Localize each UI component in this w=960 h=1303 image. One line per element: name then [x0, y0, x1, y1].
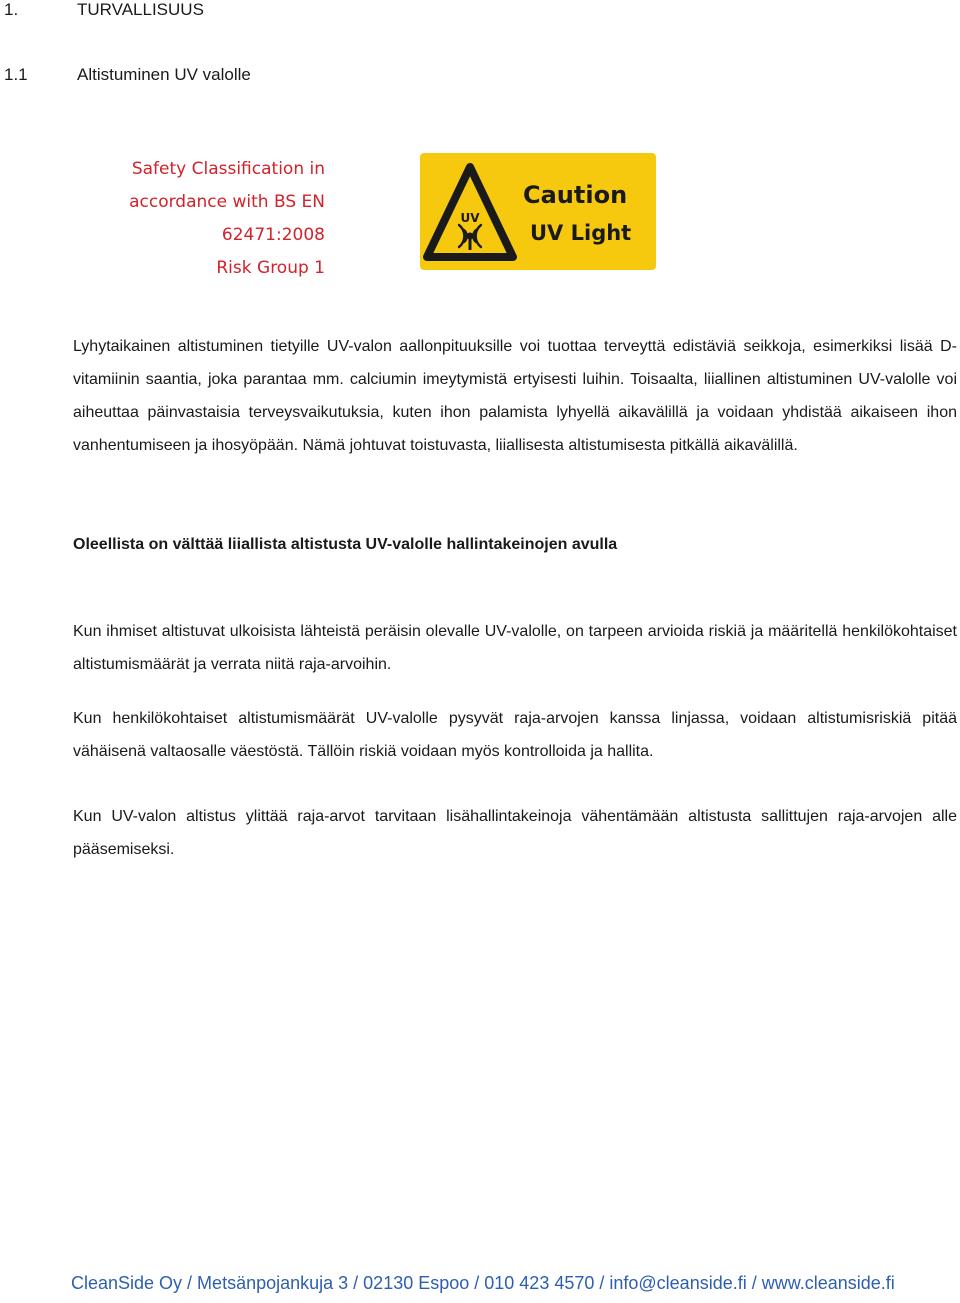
- footer-contact: CleanSide Oy / Metsänpojankuja 3 / 02130 Espoo / 010 423 4570 / info@cleanside.fi / www.cleanside.fi: [71, 1273, 895, 1293]
- caution-label: Caution: [523, 181, 628, 209]
- uv-warning-triangle-icon: [420, 153, 656, 270]
- safety-line-3: 62471:2008: [221, 225, 325, 245]
- subsection-number: 1.1: [4, 65, 28, 84]
- paragraph-key-statement: Oleellista on välttää liiallista altistusta UV-valolle hallintakeinojen avulla: [73, 536, 618, 553]
- section-number: 1.: [4, 0, 19, 19]
- safety-classification: [80, 153, 325, 285]
- uv-label: UV: [460, 211, 480, 225]
- safety-line-4: Risk Group 1: [216, 258, 325, 278]
- section-heading: [4, 0, 404, 22]
- safety-line-2: accordance with BS EN: [129, 192, 325, 212]
- paragraph-health-effects: Lyhytaikainen altistuminen tietyille UV-valon aallonpituuksille voi tuottaa terveyttä edistäviä seikkoja, esimerkiksi lisää D-vitamiinin saantia, joka parantaa mm. calciumin imeytymistä ertyisesti luihin. Toisaalta, liiallinen altistuminen UV-valolle voi aiheuttaa päinvastaisia terveysvaikutuksia, kuten ihon palamista lyhyellä aikavälillä ja voidaan yhdistää aikaiseen ihon vanhentumiseen ja ihosyöpään. Nämä johtuvat toistuvasta, liiallisesta altistumisesta pitkällä aikavälillä.: [73, 338, 957, 454]
- subsection-title: Altistuminen UV valolle: [77, 65, 251, 84]
- caution-uv-light-sign: [420, 153, 656, 270]
- section-title: TURVALLISUUS: [77, 0, 204, 19]
- paragraph-limits-ok: Kun henkilökohtaiset altistumismäärät UV-valolle pysyvät raja-arvojen kanssa linjassa, voidaan altistumisriskiä pitää vähäisenä valtaosalle väestöstä. Tällöin riskiä voidaan myös kontrolloida ja hallita.: [73, 710, 957, 760]
- uv-light-label: UV Light: [530, 221, 632, 245]
- paragraph-limits-exceeded: Kun UV-valon altistus ylittää raja-arvot tarvitaan lisähallintakeinoja vähentämään altistusta sallittujen raja-arvojen alle pääsemiseksi.: [73, 808, 957, 858]
- paragraph-risk-assessment: Kun ihmiset altistuvat ulkoisista lähteistä peräisin olevalle UV-valolle, on tarpeen arvioida riskiä ja määritellä henkilökohtaiset altistumismäärät ja verrata niitä raja-arvoihin.: [73, 623, 957, 673]
- safety-line-1: Safety Classification in: [131, 159, 325, 179]
- subsection-heading: [4, 65, 404, 87]
